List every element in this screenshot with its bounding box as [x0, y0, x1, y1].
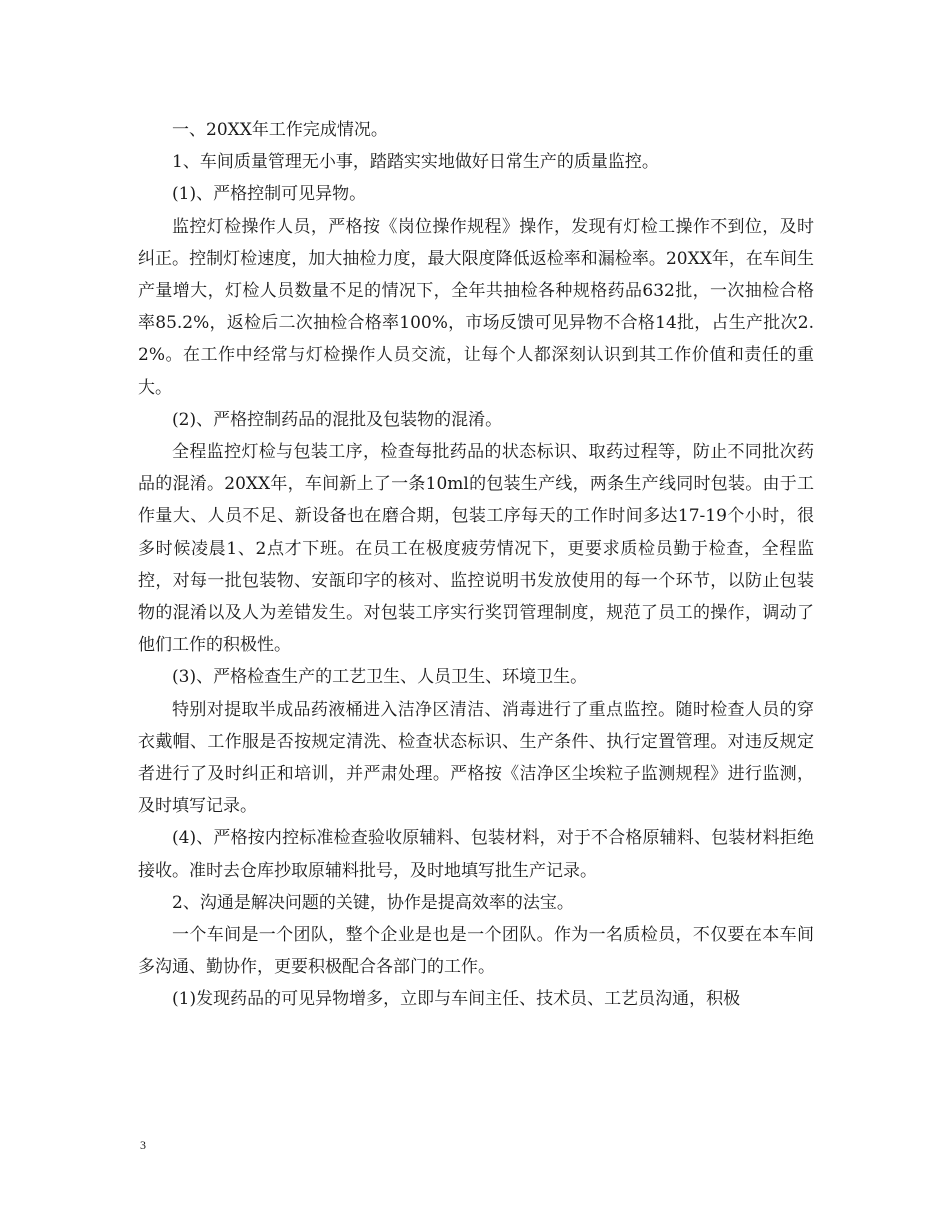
body-paragraph: 全程监控灯检与包装工序，检查每批药品的状态标识、取药过程等，防止不同批次药品的混淆。20XX年，车间新上了一条10ml的包装生产线，两条生产线同时包装。由于工作量大、人员不足、新设备也在磨合期，包装工序每天的工作时间多达17-19个小时，很多时候凌晨1、2点才下班。在员工在极度疲劳情况下，更要求质检员勤于检查，全程监控，对每一批包装物、安瓿印字的核对、监控说明书发放使用的每一个环节，以防止包装物的混淆以及人为差错发生。对包装工序实行奖罚管理制度，规范了员工的操作，调动了他们工作的积极性。 — [138, 442, 814, 656]
subsection-heading: 2、沟通是解决问题的关键，协作是提高效率的法宝。 — [172, 892, 574, 913]
item-heading: (2)、严格控制药品的混批及包装物的混淆。 — [172, 409, 503, 430]
page-number: 3 — [140, 1138, 146, 1152]
body-paragraph: 特别对提取半成品药液桶进入洁净区清洁、消毒进行了重点监控。随时检查人员的穿衣戴帽、工作服是否按规定清洗、检查状态标识、生产条件、执行定置管理。对违反规定者进行了及时纠正和培训，并严肃处理。严格按《洁净区尘埃粒子监测规程》进行监测，及时填写记录。 — [138, 699, 814, 817]
section-heading: 一、20XX年工作完成情况。 — [172, 120, 388, 140]
item-paragraph: (1)发现药品的可见异物增多，立即与车间主任、技术员、工艺员沟通，积极 — [172, 989, 741, 1010]
subsection-heading: 1、车间质量管理无小事，踏踏实实地做好日常生产的质量监控。 — [172, 152, 659, 173]
body-paragraph: 一个车间是一个团队，整个企业是也是一个团队。作为一名质检员，不仅要在本车间多沟通、勤协作，更要积极配合各部门的工作。 — [138, 925, 814, 978]
item-heading: (1)、严格控制可见异物。 — [172, 184, 367, 205]
body-paragraph: 监控灯检操作人员，严格按《岗位操作规程》操作，发现有灯检工操作不到位，及时纠正。控制灯检速度，加大抽检力度，最大限度降低返检率和漏检率。20XX年，在车间生产量增大，灯检人员数量不足的情况下，全年共抽检各种规格药品632批，一次抽检合格率85.2%，返检后二次抽检合格率100%，市场反馈可见异物不合格14批，占生产批次2.2%。在工作中经常与灯检操作人员交流，让每个人都深刻认识到其工作价值和责任的重大。 — [138, 216, 814, 398]
item-heading: (3)、严格检查生产的工艺卫生、人员卫生、环境卫生。 — [172, 667, 588, 688]
document-body — [138, 114, 814, 1016]
item-paragraph: (4)、严格按内控标准检查验收原辅料、包装材料，对于不合格原辅料、包装材料拒绝接收。准时去仓库抄取原辅料批号，及时地填写批生产记录。 — [138, 828, 814, 881]
